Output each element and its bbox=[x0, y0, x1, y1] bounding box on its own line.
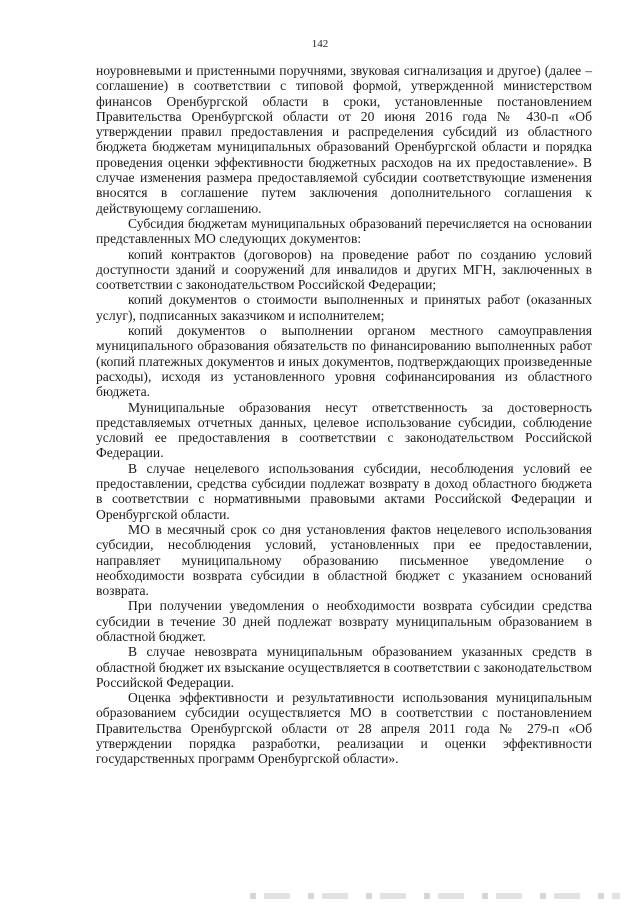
paragraph-responsibility: Муниципальные образования несут ответственность за достоверность представляемых отчетных данных, целевое использование субсидии, соблюдение условий ее предоставления в соответствии с законодательством Российской Федерации. bbox=[96, 399, 592, 461]
paragraph-efficiency-evaluation: Оценка эффективности и результативности использования муниципальным образованием субсидии осуществляется МО в соответствии с постановлением Правительства Оренбургской области от 28 апреля 2011 года № 279-п «Об утверждении порядка разработки, реализации и оценки эффективности государственных программ Оренбургской области». bbox=[96, 690, 592, 767]
scan-artifact-strip bbox=[250, 893, 620, 899]
paragraph-notification: МО в месячный срок со дня установления фактов нецелевого использования субсидии, несоблюдения условий, установленных при ее предоставлении, направляет муниципальному образованию письменное уведомление о необходимости возврата субсидии в областной бюджет с указанием оснований возврата. bbox=[96, 521, 592, 599]
paragraph-return-deadline: При получении уведомления о необходимости возврата субсидии средства субсидии в течение 30 дней подлежат возврату муниципальным образованием в областной бюджет. bbox=[96, 598, 592, 644]
document-body bbox=[96, 63, 592, 767]
page-number: 142 bbox=[311, 38, 329, 50]
paragraph-contract-copies: копий контрактов (договоров) на проведение работ по созданию условий доступности зданий и сооружений для инвалидов и других МГН, заключенных в соответствии с законодательством Российской Федерации; bbox=[96, 246, 592, 293]
paragraph-misuse-return: В случае нецелевого использования субсидии, несоблюдения условий ее предоставлении, средства субсидии подлежат возврату в доход областного бюджета в соответствии с нормативными правовыми актами Российской Федерации и Оренбургской области. bbox=[96, 460, 592, 522]
paragraph-obligation-documents: копий документов о выполнении органом местного самоуправления муниципального образования обязательств по финансированию выполненных работ (копий платежных документов и иных документов, подтверждающих произведенные расходы), исходя из установленного уровня софинансирования из областного бюджета. bbox=[96, 323, 592, 400]
paragraph-agreement-continuation: ноуровневыми и пристенными поручнями, звуковая сигнализация и другое) (далее – соглашение) в соответствии с типовой формой, утвержденной министерством финансов Оренбургской области в сроки, установленные постановлением Правительства Оренбургской области от 20 июня 2016 года № 430-п «Об утверждении правил предоставления и распределения субсидий из областного бюджета бюджетам муниципальных образований Оренбургской области и порядка проведения оценки эффективности бюджетных расходов на их предоставление». В случае изменения размера предоставляемой субсидии соответствующие изменения вносятся в соглашение путем заключения дополнительного соглашения к действующему соглашению. bbox=[96, 63, 592, 216]
paragraph-cost-documents: копий документов о стоимости выполненных и принятых работ (оказанных услуг), подписанных заказчиком и исполнителем; bbox=[96, 292, 592, 323]
paragraph-subsidy-transfer-basis: Субсидия бюджетам муниципальных образований перечисляется на основании представленных МО следующих документов: bbox=[96, 215, 592, 247]
paragraph-recovery: В случае невозврата муниципальным образованием указанных средств в областной бюджет их взыскание осуществляется в соответствии с законодательством Российской Федерации. bbox=[96, 644, 592, 690]
